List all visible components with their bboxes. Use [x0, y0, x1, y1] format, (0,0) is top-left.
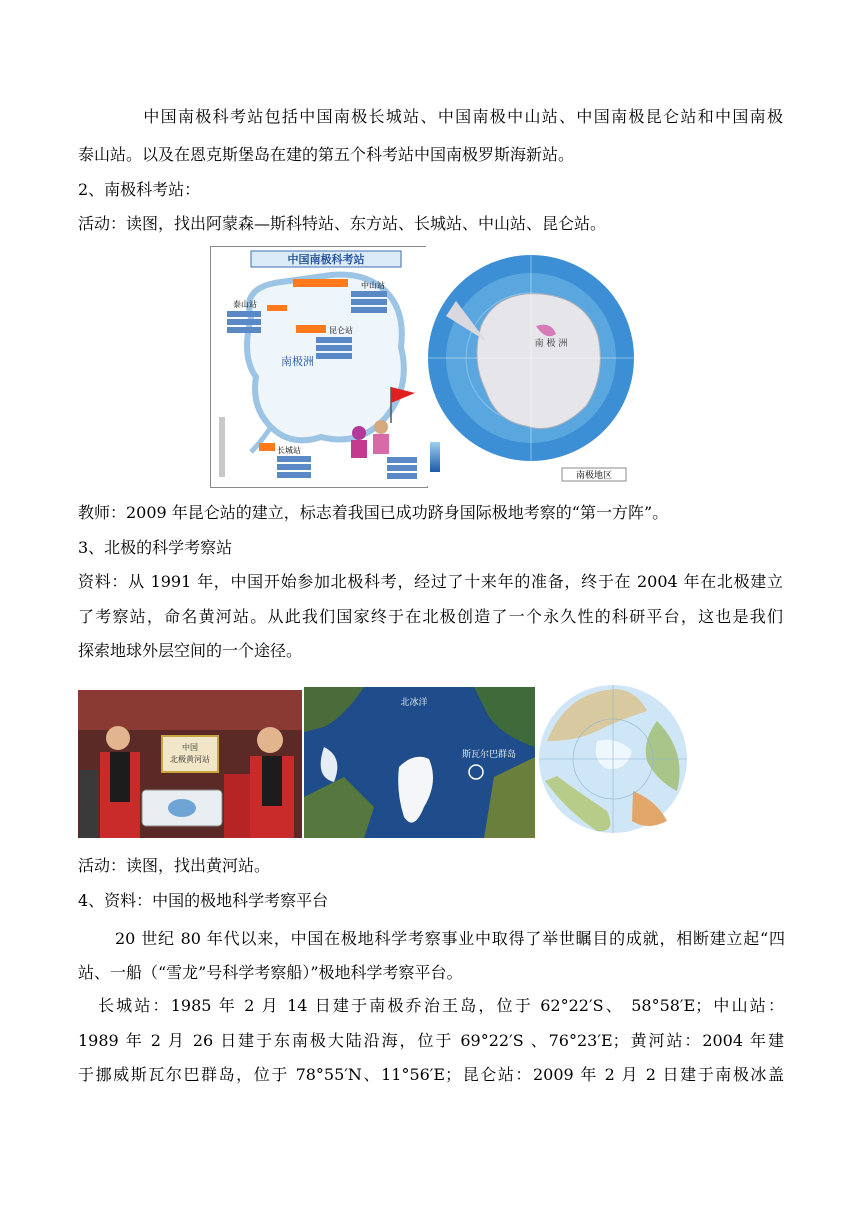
stations-line1: 长城站：1985 年 2 月 14 日建于南极乔治王岛，位于 62°22′S、 58°58′E；中山站： [98, 996, 784, 1015]
stations-line2: 1989 年 2 月 26 日建于东南极大陆沿海，位于 69°22′S 、76°23′E；黄河站：2004 年建 [78, 1031, 784, 1050]
antarctic-globe-map [426, 246, 636, 486]
activity-1: 活动：读图，找出阿蒙森—斯科特站、东方站、长城站、中山站、昆仑站。 [78, 214, 607, 233]
label-taishan: 泰山站 [233, 300, 257, 309]
map-title: 中国南极科考站 [287, 253, 365, 266]
resource-line1: 资料：从 1991 年，中国开始参加北极科考，经过了十来年的准备，终于在 2004 年在北极建立 [78, 572, 783, 591]
sign-line1: 中国 [182, 743, 198, 752]
label-continent: 南极洲 [281, 355, 314, 368]
stations-line3: 于挪威斯瓦尔巴群岛，位于 78°55′N、11°56′E；昆仑站：2009 年 2 月 2 日建于南极冰盖 [78, 1065, 784, 1084]
label-kunlun: 昆仑站 [329, 326, 353, 335]
antarctic-stations-map [210, 246, 428, 488]
heading-platform: 4、资料：中国的极地科学考察平台 [78, 891, 329, 910]
teacher-note: 教师：2009 年昆仑站的建立，标志着我国已成功跻身国际极地考察的“第一方阵”。 [78, 503, 669, 522]
platform-line1: 20 世纪 80 年代以来，中国在极地科学考察事业中取得了举世瞩目的成就，相断建立起“四 [115, 929, 785, 948]
sign-line2: 北极黄河站 [170, 755, 210, 764]
label-changcheng: 长城站 [277, 446, 301, 455]
arctic-satellite-map [304, 687, 535, 838]
globe-region-label: 南 极 洲 [534, 339, 568, 349]
platform-line2: 站、一船（“雪龙”号科学考察船）”极地科学考察平台。 [78, 963, 463, 982]
para-intro-line1: 中国南极科考站包括中国南极长城站、中国南极中山站、中国南极昆仑站和中国南极 [142, 107, 783, 126]
heading-arctic-station: 3、北极的科学考察站 [78, 538, 233, 557]
arctic-polar-map [537, 681, 689, 838]
label-zhongshan: 中山站 [361, 281, 385, 290]
resource-line2: 了考察站，命名黄河站。从此我们国家终于在北极创造了一个永久性的科研平台，这也是我们 [78, 607, 783, 626]
activity-2: 活动：读图，找出黄河站。 [78, 856, 271, 875]
globe-caption: 南极地区 [575, 471, 613, 481]
sat-label-svalbard: 斯瓦尔巴群岛 [461, 750, 517, 760]
sat-label-ocean: 北冰洋 [400, 698, 428, 708]
heading-antarctic-stations: 2、南极科考站： [78, 180, 201, 199]
huanghe-station-photo [78, 690, 302, 838]
resource-line3: 探索地球外层空间的一个途径。 [78, 641, 303, 660]
para-intro-line2: 泰山站。以及在恩克斯堡岛在建的第五个科考站中国南极罗斯海新站。 [78, 145, 575, 164]
